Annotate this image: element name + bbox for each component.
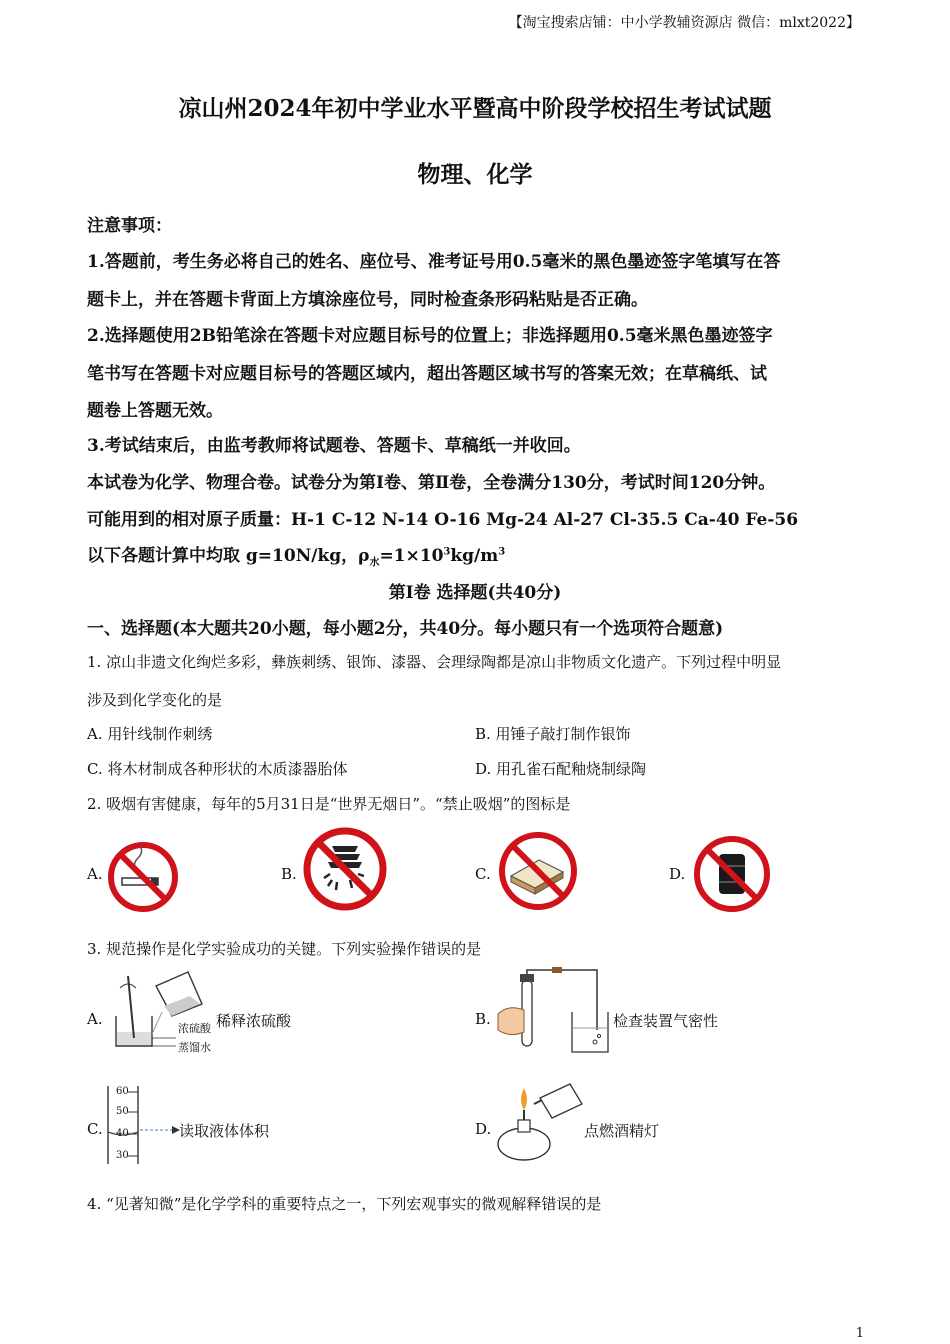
no-smoking-icon: [106, 840, 180, 914]
atomic-masses: 可能用到的相对原子质量：H-1 C-12 N-14 O-16 Mg-24 Al-27 Cl-35.5 Ca-40 Fe-56: [87, 510, 799, 530]
q2-stem: 2. 吸烟有害健康，每年的5月31日是“世界无烟日”。“禁止吸烟”的图标是: [87, 795, 571, 813]
q3-a-caption: 稀释浓硫酸: [216, 1012, 292, 1030]
q3-option-b: B.: [475, 1010, 491, 1028]
section-title: 第I卷 选择题(共40分): [388, 583, 562, 603]
tick-60: 60: [116, 1086, 129, 1097]
part-title: 一、选择题(本大题共20小题，每小题2分，共40分。每小题只有一个选项符合题意): [87, 619, 724, 639]
q3-c-caption: 读取液体体积: [179, 1122, 270, 1140]
q3-option-d: D.: [475, 1120, 492, 1138]
tick-50: 50: [116, 1106, 129, 1117]
q2-option-c: C.: [475, 865, 491, 883]
constants-line: 以下各题计算中均取 g=10N/kg，$\rho_水=1\times 10^3kg/m^3$: [87, 546, 506, 569]
no-matches-icon: [497, 830, 579, 912]
q3-option-a: A.: [87, 1010, 103, 1028]
q1-option-a: A. 用针线制作刺绣: [87, 725, 213, 743]
no-flammable-barrel-icon: [692, 834, 772, 914]
note-3: 3.考试结束后，由监考教师将试题卷、答题卡、草稿纸一并收回。: [87, 436, 581, 456]
page-number: 1: [855, 1326, 864, 1341]
q3-d-caption: 点燃酒精灯: [584, 1122, 660, 1140]
no-fireworks-icon: [302, 826, 388, 912]
q3-stem: 3. 规范操作是化学实验成功的关键。下列实验操作错误的是: [87, 940, 482, 958]
tick-30: 30: [116, 1150, 129, 1161]
q1-stem-b: 涉及到化学变化的是: [87, 691, 223, 709]
q1-stem-a: 1. 凉山非遗文化绚烂多彩，彝族刺绣、银饰、漆器、会理绿陶都是凉山非物质文化遗产。下列过程中明显: [87, 653, 782, 671]
q3-option-c: C.: [87, 1120, 103, 1138]
exam-subtitle: 物理、化学: [417, 161, 533, 188]
gas-tightness-figure: [494, 966, 614, 1056]
note-2a: 2.选择题使用2B铅笔涂在答题卡对应题目标号的位置上；非选择题用0.5毫米黑色墨迹签字: [87, 326, 773, 346]
header-note: 【淘宝搜索店铺：中小学教辅资源店 微信：mlxt2022】: [508, 15, 860, 31]
note-2c: 题卷上答题无效。: [87, 401, 223, 421]
q1-option-d: D. 用孔雀石配釉烧制绿陶: [475, 760, 647, 778]
q3-b-caption: 检查装置气密性: [613, 1012, 719, 1030]
q2-option-d: D.: [669, 865, 686, 883]
q1-option-c: C. 将木材制成各种形状的木质漆器胎体: [87, 760, 348, 778]
alcohol-lamp-figure: [494, 1076, 586, 1166]
exam-title: 凉山州2024年初中学业水平暨高中阶段学校招生考试试题: [178, 95, 772, 122]
q4-stem: 4. “见著知微”是化学学科的重要特点之一，下列宏观事实的微观解释错误的是: [87, 1195, 602, 1213]
water-label: 蒸馏水: [178, 1041, 211, 1054]
q1-option-b: B. 用锤子敲打制作银饰: [475, 725, 631, 743]
note-4: 本试卷为化学、物理合卷。试卷分为第I卷、第Ⅱ卷，全卷满分130分，考试时间120分钟。: [87, 473, 776, 493]
note-2b: 笔书写在答题卡对应题目标号的答题区域内，超出答题区域书写的答案无效；在草稿纸、试: [87, 364, 767, 384]
q2-option-b: B.: [281, 865, 297, 883]
note-1b: 题卡上，并在答题卡背面上方填涂座位号，同时检查条形码粘贴是否正确。: [87, 290, 648, 310]
note-1a: 1.答题前，考生务必将自己的姓名、座位号、准考证号用0.5毫米的黑色墨迹签字笔填写在答: [87, 252, 781, 272]
conc-acid-label: 浓硫酸: [178, 1022, 211, 1035]
q2-option-a: A.: [87, 865, 103, 883]
notes-heading: 注意事项：: [87, 216, 172, 236]
tick-40: 40: [116, 1128, 129, 1139]
